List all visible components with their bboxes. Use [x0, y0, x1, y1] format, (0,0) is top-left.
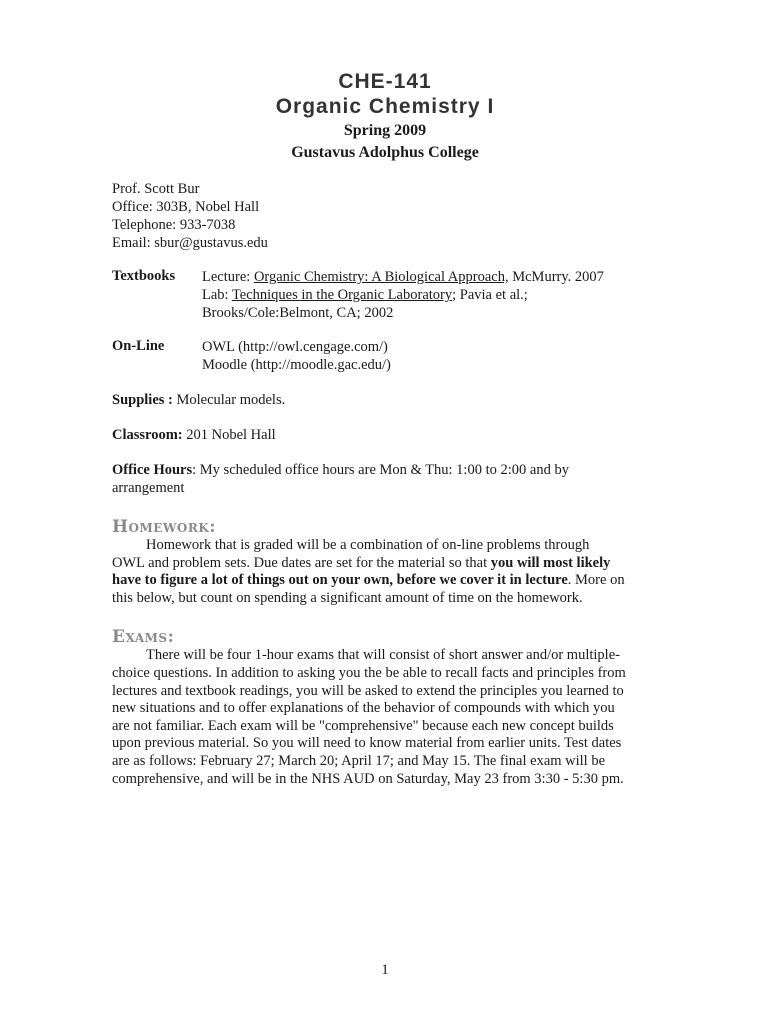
textbooks-section — [112, 268, 658, 322]
email: Email: sbur@gustavus.edu — [112, 235, 268, 251]
office-location: Office: 303B, Nobel Hall — [112, 199, 260, 215]
lab-textbook-title: Techniques in the Organic Laboratory — [231, 287, 453, 303]
professor-name: Prof. Scott Bur — [112, 181, 200, 197]
classroom-label: Classroom: — [112, 427, 183, 443]
college-name: Gustavus Adolphus College — [291, 144, 479, 161]
textbooks-label: Textbooks — [112, 268, 176, 284]
lecture-textbook: Lecture: Organic Chemistry: A Biological Approach, McMurry. 2007 — [202, 269, 604, 285]
lab-publisher: Brooks/Cole:Belmont, CA; 2002 — [202, 305, 394, 321]
exams-paragraph: There will be four 1-hour exams that will consist of short answer and/or multiple- choice questions. In addition to asking you the be able to recall facts and principles from lectures and textbook readings, you will be asked to extend the principles you learned to new situations and to offer explanations of the behavior of compounds with which you are not familiar. Each exam will be "comprehensive" because each new concept builds upon previous material. So you will need to know material from earlier units. Test dates are as follows: February 27; March 20; April 17; and May 15. The final exam will be comprehensive, and will be in the NHS AUD on Saturday, May 23 from 3:30 - 5:30 pm. — [112, 647, 626, 787]
telephone: Telephone: 933-7038 — [112, 217, 236, 233]
exams-heading: Exams: — [112, 627, 175, 648]
office-hours-label: Office Hours — [112, 462, 193, 478]
contact-block — [112, 180, 658, 252]
office-hours: Office Hours: My scheduled office hours are Mon & Thu: 1:00 to 2:00 and by arrangement — [112, 462, 569, 496]
supplies: Supplies : Molecular models. — [112, 392, 286, 408]
page-number: 1 — [381, 962, 389, 978]
supplies-label: Supplies : — [112, 392, 173, 408]
online-section — [112, 338, 658, 374]
homework-paragraph: Homework that is graded will be a combination of on-line problems through OWL and problem sets. Due dates are set for the material so that you will most likely have to figure a lot of things out on your own, before we cover it in lecture. More on this below, but count on spending a significant amount of time on the homework. — [112, 537, 625, 606]
course-name: Organic Chemistry I — [275, 95, 495, 118]
homework-heading: Homework: — [112, 517, 217, 537]
course-code: CHE-141 — [338, 70, 432, 93]
term: Spring 2009 — [343, 122, 427, 139]
moodle-link: Moodle (http://moodle.gac.edu/) — [202, 357, 391, 373]
lab-textbook: Lab: Techniques in the Organic Laboratory; Pavia et al.; — [202, 287, 528, 303]
owl-link: OWL (http://owl.cengage.com/) — [202, 339, 388, 355]
online-label: On-Line — [112, 338, 165, 354]
classroom: Classroom: 201 Nobel Hall — [112, 427, 276, 443]
lecture-textbook-title: Organic Chemistry: A Biological Approach, — [253, 269, 509, 285]
